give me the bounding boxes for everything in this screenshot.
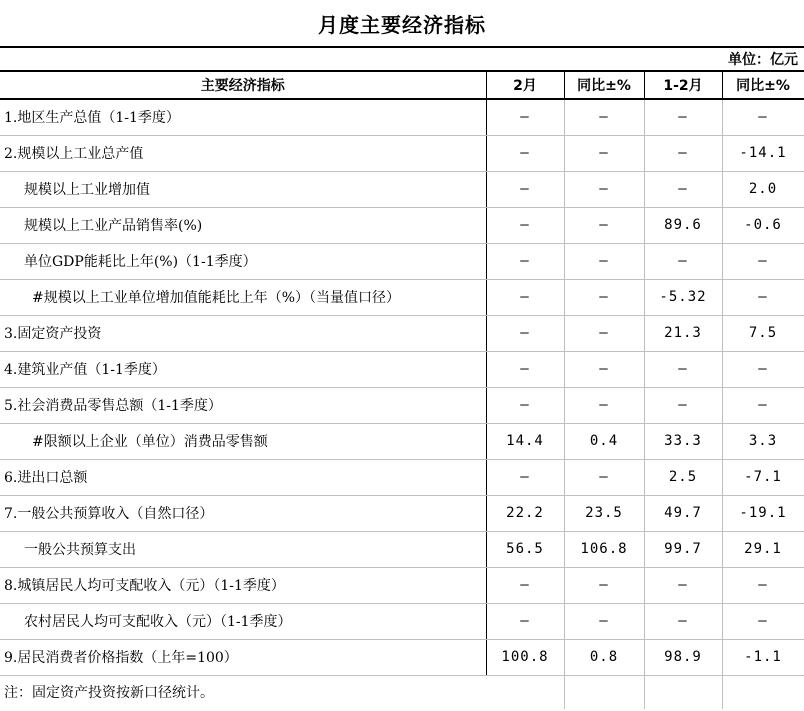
row-label[interactable]: 1.地区生产总值（1-1季度） <box>0 99 486 135</box>
table-row <box>0 135 804 171</box>
cell-feb[interactable]: 14.4 <box>486 423 564 459</box>
cell-feb-yoy[interactable]: — <box>564 459 644 495</box>
cell-jan-feb[interactable]: — <box>644 171 722 207</box>
row-label[interactable]: 2.规模以上工业总产值 <box>0 135 486 171</box>
cell-feb-yoy[interactable]: — <box>564 567 644 603</box>
cell-feb[interactable]: 100.8 <box>486 639 564 675</box>
row-label[interactable]: #规模以上工业单位增加值能耗比上年（%）（当量值口径） <box>0 279 486 315</box>
cell-jan-feb-yoy[interactable]: -0.6 <box>722 207 804 243</box>
cell-jan-feb-yoy[interactable]: 29.1 <box>722 531 804 567</box>
cell-feb-yoy[interactable]: — <box>564 207 644 243</box>
cell-jan-feb[interactable]: 98.9 <box>644 639 722 675</box>
row-label[interactable]: 7.一般公共预算收入（自然口径） <box>0 495 486 531</box>
cell-jan-feb-yoy[interactable]: 3.3 <box>722 423 804 459</box>
table-row <box>0 243 804 279</box>
cell-feb-yoy[interactable]: — <box>564 135 644 171</box>
header-jan-feb[interactable]: 1-2月 <box>644 72 722 99</box>
cell-jan-feb-yoy[interactable]: — <box>722 99 804 135</box>
row-label[interactable]: 规模以上工业增加值 <box>0 171 486 207</box>
row-label[interactable]: 5.社会消费品零售总额（1-1季度） <box>0 387 486 423</box>
header-feb[interactable]: 2月 <box>486 72 564 99</box>
header-jan-feb-yoy[interactable]: 同比±% <box>722 72 804 99</box>
cell-jan-feb-yoy[interactable]: 7.5 <box>722 315 804 351</box>
table-row <box>0 351 804 387</box>
cell-feb-yoy[interactable]: — <box>564 243 644 279</box>
cell-feb[interactable]: — <box>486 567 564 603</box>
table-row <box>0 315 804 351</box>
cell-jan-feb[interactable]: — <box>644 135 722 171</box>
cell-feb[interactable]: — <box>486 351 564 387</box>
cell-jan-feb[interactable]: 2.5 <box>644 459 722 495</box>
table-row <box>0 279 804 315</box>
cell-jan-feb-yoy[interactable]: — <box>722 567 804 603</box>
cell-feb-yoy[interactable]: — <box>564 171 644 207</box>
cell-feb-yoy[interactable]: — <box>564 315 644 351</box>
indicator-table <box>0 72 804 709</box>
cell-jan-feb[interactable]: 49.7 <box>644 495 722 531</box>
cell-jan-feb[interactable]: -5.32 <box>644 279 722 315</box>
cell-feb-yoy[interactable]: 0.4 <box>564 423 644 459</box>
cell-feb[interactable]: — <box>486 387 564 423</box>
table-row <box>0 603 804 639</box>
cell-jan-feb-yoy[interactable]: -1.1 <box>722 639 804 675</box>
empty-cell[interactable] <box>644 675 722 709</box>
cell-jan-feb[interactable]: — <box>644 99 722 135</box>
row-label[interactable]: 9.居民消费者价格指数（上年=100） <box>0 639 486 675</box>
row-label[interactable]: 4.建筑业产值（1-1季度） <box>0 351 486 387</box>
footnote[interactable]: 注：固定资产投资按新口径统计。 <box>4 685 214 702</box>
cell-jan-feb[interactable]: — <box>644 351 722 387</box>
table-row <box>0 639 804 675</box>
cell-feb[interactable]: 56.5 <box>486 531 564 567</box>
cell-jan-feb-yoy[interactable]: — <box>722 387 804 423</box>
cell-jan-feb[interactable]: — <box>644 567 722 603</box>
cell-feb-yoy[interactable]: 0.8 <box>564 639 644 675</box>
table-row <box>0 207 804 243</box>
empty-cell[interactable] <box>564 675 644 709</box>
empty-cell[interactable] <box>722 675 804 709</box>
cell-jan-feb[interactable]: — <box>644 603 722 639</box>
table-row <box>0 423 804 459</box>
note-row <box>0 675 804 709</box>
cell-feb-yoy[interactable]: — <box>564 351 644 387</box>
header-row <box>0 72 804 99</box>
cell-jan-feb-yoy[interactable]: — <box>722 351 804 387</box>
unit-label <box>0 48 804 72</box>
cell-jan-feb-yoy[interactable]: -7.1 <box>722 459 804 495</box>
cell-feb-yoy[interactable]: — <box>564 603 644 639</box>
row-label[interactable]: 规模以上工业产品销售率(%) <box>0 207 486 243</box>
cell-feb[interactable]: — <box>486 171 564 207</box>
table-row <box>0 459 804 495</box>
cell-feb-yoy[interactable]: — <box>564 99 644 135</box>
row-label[interactable]: #限额以上企业（单位）消费品零售额 <box>0 423 486 459</box>
unit-text: 单位：亿元 <box>728 52 798 68</box>
header-indicator[interactable]: 主要经济指标 <box>0 72 486 99</box>
empty-cell[interactable] <box>486 675 564 709</box>
table-row <box>0 531 804 567</box>
cell-feb[interactable]: — <box>486 99 564 135</box>
cell-jan-feb[interactable]: — <box>644 243 722 279</box>
row-label[interactable]: 8.城镇居民人均可支配收入（元）（1-1季度） <box>0 567 486 603</box>
cell-jan-feb-yoy[interactable]: -19.1 <box>722 495 804 531</box>
cell-feb[interactable]: — <box>486 603 564 639</box>
cell-feb-yoy[interactable]: — <box>564 279 644 315</box>
table-row <box>0 567 804 603</box>
table-row <box>0 495 804 531</box>
cell-feb-yoy[interactable]: 106.8 <box>564 531 644 567</box>
table-row <box>0 387 804 423</box>
row-label[interactable]: 单位GDP能耗比上年(%)（1-1季度） <box>0 243 486 279</box>
table-title: 月度主要经济指标 <box>0 0 804 48</box>
cell-feb[interactable]: — <box>486 459 564 495</box>
cell-feb[interactable]: — <box>486 279 564 315</box>
table-row <box>0 99 804 135</box>
cell-feb-yoy[interactable]: — <box>564 387 644 423</box>
cell-feb[interactable]: — <box>486 315 564 351</box>
cell-jan-feb-yoy[interactable]: -14.1 <box>722 135 804 171</box>
table-row <box>0 171 804 207</box>
header-feb-yoy[interactable]: 同比±% <box>564 72 644 99</box>
cell-jan-feb-yoy[interactable]: 2.0 <box>722 171 804 207</box>
cell-jan-feb[interactable]: 99.7 <box>644 531 722 567</box>
row-label[interactable]: 3.固定资产投资 <box>0 315 486 351</box>
cell-jan-feb[interactable]: — <box>644 387 722 423</box>
cell-jan-feb-yoy[interactable]: — <box>722 243 804 279</box>
cell-jan-feb-yoy[interactable]: — <box>722 279 804 315</box>
cell-feb[interactable]: — <box>486 243 564 279</box>
cell-feb-yoy[interactable]: 23.5 <box>564 495 644 531</box>
row-label[interactable]: 一般公共预算支出 <box>0 531 486 567</box>
cell-jan-feb-yoy[interactable]: — <box>722 603 804 639</box>
cell-feb[interactable]: — <box>486 207 564 243</box>
row-label[interactable]: 农村居民人均可支配收入（元）（1-1季度） <box>0 603 486 639</box>
row-label[interactable]: 6.进出口总额 <box>0 459 486 495</box>
cell-jan-feb[interactable]: 21.3 <box>644 315 722 351</box>
cell-feb[interactable]: 22.2 <box>486 495 564 531</box>
cell-jan-feb[interactable]: 33.3 <box>644 423 722 459</box>
cell-jan-feb[interactable]: 89.6 <box>644 207 722 243</box>
cell-feb[interactable]: — <box>486 135 564 171</box>
